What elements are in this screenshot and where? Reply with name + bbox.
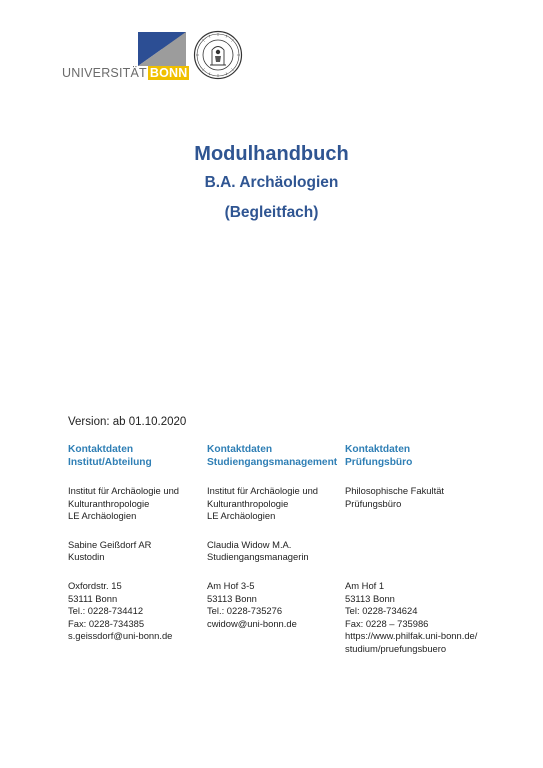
email-address: cwidow@uni-bonn.de <box>207 617 297 629</box>
column-heading <box>207 443 347 469</box>
heading-line: Kontaktdaten <box>207 444 273 455</box>
website-url-continued: studium/pruefungsbuero <box>345 642 447 654</box>
person-block <box>68 539 208 564</box>
person-line: Claudia Widow M.A. <box>207 538 292 550</box>
heading-line: Prüfungsbüro <box>345 457 413 468</box>
logo-university-text: UNIVERSITÄT <box>62 66 147 80</box>
spacer <box>345 551 505 564</box>
address-line: Tel: 0228-734624 <box>345 605 418 617</box>
address-line: Fax: 0228 – 735986 <box>345 617 429 629</box>
institution-line: Institut für Archäologie und <box>207 485 319 496</box>
contact-column-institute <box>68 443 208 643</box>
logo-wordmark <box>62 66 189 80</box>
university-seal-icon <box>193 30 243 80</box>
address-line: 53113 Bonn <box>207 592 257 604</box>
heading-line: Kontaktdaten <box>345 444 411 455</box>
contact-column-exam-office <box>345 443 505 656</box>
address-line: Am Hof 1 <box>345 579 385 591</box>
logo-bonn-text: BONN <box>149 66 188 80</box>
address-line: Am Hof 3-5 <box>207 579 255 591</box>
address-line: Fax: 0228-734385 <box>68 617 145 629</box>
institution-line: Prüfungsbüro <box>345 497 402 509</box>
institution-line: Kulturanthropologie <box>68 497 150 509</box>
address-line: 53113 Bonn <box>345 592 395 604</box>
heading-line: Institut/Abteilung <box>68 457 152 468</box>
document-title: Modulhandbuch <box>194 143 349 165</box>
institution-line: Philosophische Fakultät <box>345 485 445 496</box>
heading-line: Studiengangsmanagement <box>207 457 338 468</box>
address-block <box>345 580 505 656</box>
logo-graphic-icon <box>138 32 186 66</box>
email-address: s.geissdorf@uni-bonn.de <box>68 630 173 642</box>
address-line: Tel.: 0228-735276 <box>207 605 283 617</box>
institution-block <box>68 485 208 523</box>
address-line: Tel.: 0228-734412 <box>68 605 144 617</box>
spacer <box>345 539 505 552</box>
website-url: https://www.philfak.uni-bonn.de/ <box>345 630 478 642</box>
person-block <box>207 539 347 564</box>
institution-block <box>345 485 505 523</box>
address-line: 53111 Bonn <box>68 592 118 604</box>
person-block-empty <box>345 539 505 564</box>
heading-line: Kontaktdaten <box>68 444 134 455</box>
version-text: Version: ab 01.10.2020 <box>68 416 187 428</box>
column-heading <box>68 443 208 469</box>
address-block <box>207 580 347 630</box>
program-subtitle: (Begleitfach) <box>224 204 319 221</box>
spacer <box>345 510 505 523</box>
institution-line: LE Archäologien <box>207 510 276 522</box>
person-line: Sabine Geißdorf AR <box>68 538 152 550</box>
institution-block <box>207 485 347 523</box>
institution-line: Kulturanthropologie <box>207 497 289 509</box>
program-title: B.A. Archäologien <box>204 174 339 191</box>
institution-line: Institut für Archäologie und <box>68 485 180 496</box>
institution-line: LE Archäologien <box>68 510 137 522</box>
contact-column-program-management <box>207 443 347 630</box>
address-block <box>68 580 208 643</box>
university-logo <box>62 30 188 82</box>
person-line: Kustodin <box>68 551 105 563</box>
column-heading <box>345 443 505 469</box>
address-line: Oxfordstr. 15 <box>68 579 122 591</box>
person-line: Studiengangsmanagerin <box>207 551 309 563</box>
